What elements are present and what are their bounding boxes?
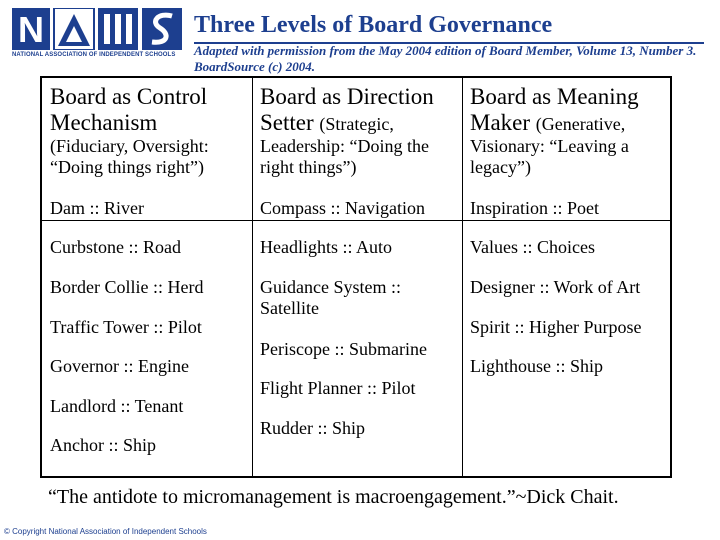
list-item: Designer :: Work of Art <box>470 277 641 297</box>
list-item: Guidance System :: Satellite <box>260 277 401 318</box>
logo-letter-n: N <box>18 9 44 50</box>
list-item: Lighthouse :: Ship <box>470 356 604 376</box>
column-heading-text: Board as Meaning Maker <box>470 84 639 135</box>
column-description-meaning: Visionary: “Leaving a legacy”) <box>470 136 629 177</box>
list-item: Dam :: River <box>50 198 144 218</box>
list-item: Flight Planner :: Pilot <box>260 378 416 398</box>
column-heading-control <box>50 84 246 136</box>
column-heading-text: Board as Direction Setter <box>260 84 434 135</box>
column-heading-suffix: (Strategic, <box>319 114 394 134</box>
list-item: Governor :: Engine <box>50 356 189 376</box>
column-heading-suffix: (Generative, <box>535 114 626 134</box>
list-item: Curbstone :: Road <box>50 237 181 257</box>
logo-caption: NATIONAL ASSOCIATION OF INDEPENDENT SCHOOLS <box>12 52 176 58</box>
list-item: Border Collie :: Herd <box>50 277 204 297</box>
list-item: Anchor :: Ship <box>50 435 156 455</box>
header-divider <box>42 220 670 221</box>
logo-graphic <box>12 8 182 50</box>
list-item: Rudder :: Ship <box>260 418 366 438</box>
list-item: Periscope :: Submarine <box>260 339 427 359</box>
closing-quote: “The antidote to micromanagement is macroengagement.”~Dick Chait. <box>48 486 619 508</box>
column-heading-meaning <box>470 84 666 137</box>
column-divider <box>252 78 253 476</box>
list-item: Values :: Choices <box>470 237 595 257</box>
list-item: Traffic Tower :: Pilot <box>50 317 202 337</box>
list-item: Inspiration :: Poet <box>470 198 599 218</box>
list-item: Spirit :: Higher Purpose <box>470 317 642 337</box>
page-title: Three Levels of Board Governance <box>194 12 553 38</box>
governance-table <box>40 76 672 478</box>
column-heading-direction <box>260 84 456 137</box>
column-description-control: (Fiduciary, Oversight: “Doing things right”) <box>50 136 209 177</box>
nais-logo <box>12 8 182 66</box>
list-item: Landlord :: Tenant <box>50 396 184 416</box>
column-divider <box>462 78 463 476</box>
list-item: Compass :: Navigation <box>260 198 425 218</box>
column-description-direction: Leadership: “Doing the right things”) <box>260 136 429 177</box>
column-heading-text: Board as Control Mechanism <box>50 84 208 135</box>
page-subtitle: Adapted with permission from the May 2004 edition of Board Member, Volume 13, Number 3. BoardSource (c) 2004. <box>194 43 697 74</box>
list-item: Headlights :: Auto <box>260 237 392 257</box>
copyright-notice: © Copyright National Association of Independent Schools <box>4 527 207 536</box>
